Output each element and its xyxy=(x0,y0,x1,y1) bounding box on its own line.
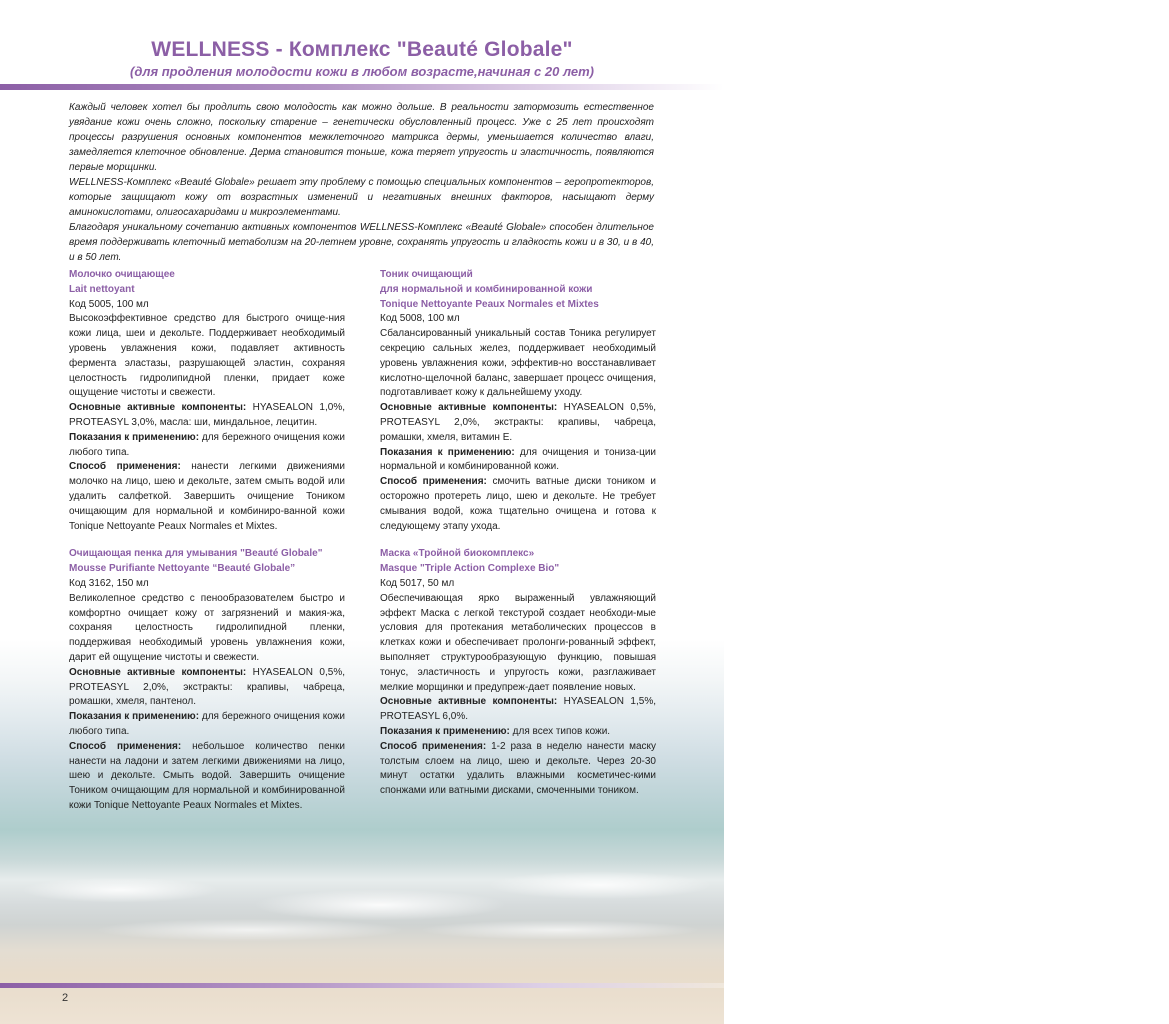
components-value: HYASEALON 0,5%, PROTEASYL 2,0%, экстракты: крапивы, чабреца, ромашки, хмеля, пантенол. xyxy=(69,666,345,708)
product-components xyxy=(69,666,345,710)
product-milk xyxy=(69,268,345,534)
product-description: Высокоэффективное средство для быстрого очище-ния кожи лица, шеи и декольте. Поддерживает необходимый уровень увлажнения кожи, подавляет активность фермента эластазы, разрушающей эластин, сохраняя целостность гидролипидной пленки, придает коже ощущение чистоты и свежести. xyxy=(69,313,345,399)
product-name-french: Mousse Purifiante Nettoyante “Beauté Globale” xyxy=(69,563,296,575)
method-label: Способ применения: xyxy=(380,476,487,488)
product-name-subtitle: для нормальной и комбинированной кожи xyxy=(380,283,593,295)
product-name: Маска «Тройной биокомплекс» xyxy=(380,548,535,560)
product-mask xyxy=(380,547,656,799)
components-label: Основные активные компоненты: xyxy=(69,666,247,678)
product-description: Обеспечивающая ярко выраженный увлажняющий эффект Маска с легкой текстурой создает необходи-мые условия для протекания метаболических процессов в клетках кожи и обеспечивает пролонги-рованный эффект, выполняет структурообразующую функцию, повышая тонус, эластичность и упругость кожи, разглаживает мелкие морщинки и предупреж-дает появление новых. xyxy=(380,592,656,693)
product-description: Великолепное средство с пенообразователем быстро и комфортно очищает кожу от загрязнений и макия-жа, сохраняя целостность гидролипидной пленки, поддерживая необходимый уровень увлажнения кожи, дарит ей ощущение чистоты и свежести. xyxy=(69,592,345,663)
page-subtitle: (для продления молодости кожи в любом возрасте,начиная с 20 лет) xyxy=(130,64,594,79)
product-name-french: Masque "Triple Action Complexe Bio" xyxy=(380,563,560,575)
product-name: Молочко очищающее xyxy=(69,269,175,280)
components-value: HYASEALON 1,0%, PROTEASYL 3,0%, масла: ши, миндальное, лецитин. xyxy=(69,402,345,428)
components-value: HYASEALON 0,5%, PROTEASYL 2,0%, экстракты: крапивы, чабреца, ромашки, хмеля, витамин Е. xyxy=(380,402,656,443)
components-label: Основные активные компоненты: xyxy=(69,402,247,414)
product-code: Код 3162, 150 мл xyxy=(69,577,149,589)
product-method xyxy=(69,460,345,534)
indications-label: Показания к применению: xyxy=(380,446,515,458)
method-value: 1-2 раза в неделю нанести маску толстым слоем на лицо, шею и декольте. Через 20-30 минут остатки удалить влажными косметичес-кими спонжами или ватными дисками, смоченными тоником. xyxy=(380,740,656,797)
left-column xyxy=(69,268,345,827)
product-tonic xyxy=(380,268,656,534)
footer-divider xyxy=(0,983,724,988)
product-indications xyxy=(380,446,656,476)
method-value: небольшое количество пенки нанести на ладони и затем легкими движениями на лицо, шею и декольте. Смыть водой. Завершить очищение Тоником очищающим для нормальной и комбинированной кожи Tonique Nettoyante Peaux Normales et Mixtes. xyxy=(69,740,345,811)
indications-label: Показания к применению: xyxy=(69,431,200,443)
components-label: Основные активные компоненты: xyxy=(380,696,558,708)
product-mousse xyxy=(69,547,345,813)
product-components xyxy=(380,401,656,445)
indications-value: для очищения и тониза-ции нормальной и комбинированной кожи. xyxy=(380,446,657,473)
indications-value: для всех типов кожи. xyxy=(512,725,611,737)
components-label: Основные активные компоненты: xyxy=(380,402,558,414)
product-indications xyxy=(69,710,345,740)
intro-paragraph: Каждый человек хотел бы продлить свою молодость как можно дольше. В реальности затормозить естественное увядание кожи очень сложно, поскольку старение – генетически обусловленный процесс. Уже с 25 лет происходят процессы разрушения основных компонентов межклеточного матрикса дермы, уменьшается количество влаги, замедляется клеточное обновление. Дерма становится тоньше, кожа теряет упругость и эластичность, появляются первые морщинки. xyxy=(69,102,654,173)
product-components xyxy=(69,401,345,431)
intro-paragraph: WELLNESS-Комплекс «Beauté Globale» решает эту проблему с помощью специальных компонентов – геропротекторов, которые защищают кожу от возрастных изменений и негативных внешних факторов, насыщают дерму аминокислотами, олигосахаридами и микроэлементами. xyxy=(69,177,654,218)
indications-label: Показания к применению: xyxy=(380,725,510,737)
product-method xyxy=(69,740,345,814)
indications-label: Показания к применению: xyxy=(69,711,200,723)
product-name-french: Tonique Nettoyante Peaux Normales et Mixtes xyxy=(380,298,599,310)
components-value: HYASEALON 1,5%, PROTEASYL 6,0%. xyxy=(380,696,656,723)
indications-value: для бережного очищения кожи любого типа. xyxy=(69,711,346,737)
intro-text xyxy=(69,100,654,265)
method-label: Способ применения: xyxy=(69,740,182,752)
page-title: WELLNESS - Комплекс "Beauté Globale" xyxy=(151,38,573,61)
method-value: смочить ватные диски тоником и осторожно протереть лицо, шею и декольте. Не требует смывания водой, кожа тщательно очищена и готова к следующему этапу ухода. xyxy=(380,476,656,532)
method-value: нанести легкими движениями молочко на лицо, шею и декольте, затем смыть водой или удалить салфеткой. Завершить очищение Тоником очищающим для нормальной и комбиниро-ванной кожи Tonique Nettoyante Peaux Normales et Mixtes. xyxy=(69,461,345,532)
method-label: Способ применения: xyxy=(69,461,181,473)
product-code: Код 5005, 100 мл xyxy=(69,298,149,310)
method-label: Способ применения: xyxy=(380,740,487,752)
product-method xyxy=(380,475,656,534)
product-components xyxy=(380,695,656,725)
product-indications xyxy=(380,725,656,740)
page-number: 2 xyxy=(62,992,69,1004)
product-code: Код 5017, 50 мл xyxy=(380,577,455,589)
product-name-french: Lait nettoyant xyxy=(69,283,135,295)
sea-foam-decoration xyxy=(0,860,724,950)
header-divider xyxy=(0,84,724,90)
indications-value: для бережного очищения кожи любого типа. xyxy=(69,431,346,458)
product-method xyxy=(380,740,656,799)
product-name: Очищающая пенка для умывания "Beauté Globale" xyxy=(69,548,323,560)
intro-paragraph: Благодаря уникальному сочетанию активных компонентов WELLNESS-Комплекс «Beauté Globale» способен длительное время поддерживать клеточный метаболизм на 20-летнем уровне, сохранять упругость и гладкость кожи и в 30, и в 40, и в 50 лет. xyxy=(69,222,654,263)
product-description: Сбалансированный уникальный состав Тоника регулирует секрецию сальных желез, поддерживает необходимый уровень увлажнения кожи, эффектив-но восстанавливает кислотно-щелочной баланс, завершает процесс очищения, подготавливает кожу к дальнейшему уходу. xyxy=(380,328,656,399)
product-code: Код 5008, 100 мл xyxy=(380,313,460,325)
right-column xyxy=(380,268,656,812)
product-indications xyxy=(69,431,345,461)
blank-margin xyxy=(724,0,1169,1024)
product-name: Тоник очищающий xyxy=(380,269,473,280)
